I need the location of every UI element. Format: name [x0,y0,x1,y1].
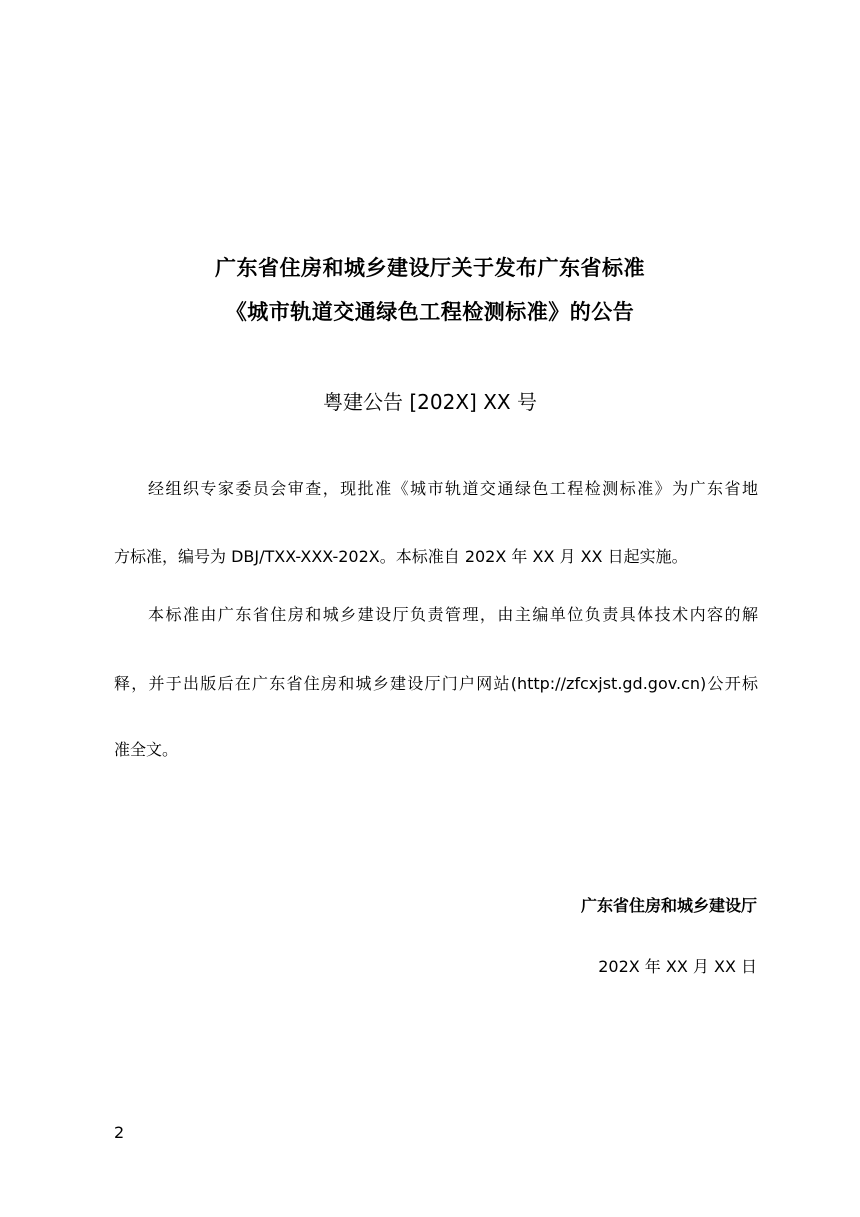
document-number: 粤建公告 [202X] XX 号 [323,390,537,414]
paragraph-1-line-1: 经组织专家委员会审查，现批准《城市轨道交通绿色工程检测标准》为广东省地 [148,479,758,498]
paragraph-2-line-2: 释，并于出版后在广东省住房和城乡建设厅门户网站(http://zfcxjst.gd.gov.cn)公开标 [114,674,758,693]
signature-date: 202X 年 XX 月 XX 日 [598,957,757,976]
paragraph-1-line-2: 方标准，编号为 DBJ/TXX-XXX-202X。本标准自 202X 年 XX 月 XX 日起实施。 [114,547,688,566]
title-line-2: 《城市轨道交通绿色工程检测标准》的公告 [225,300,635,324]
paragraph-2-line-3: 准全文。 [114,740,179,759]
page-number: 2 [114,1123,125,1142]
paragraph-2-line-1: 本标准由广东省住房和城乡建设厅负责管理，由主编单位负责具体技术内容的解 [148,605,758,624]
title-line-1: 广东省住房和城乡建设厅关于发布广东省标准 [215,256,645,280]
signature-organization: 广东省住房和城乡建设厅 [580,896,757,915]
